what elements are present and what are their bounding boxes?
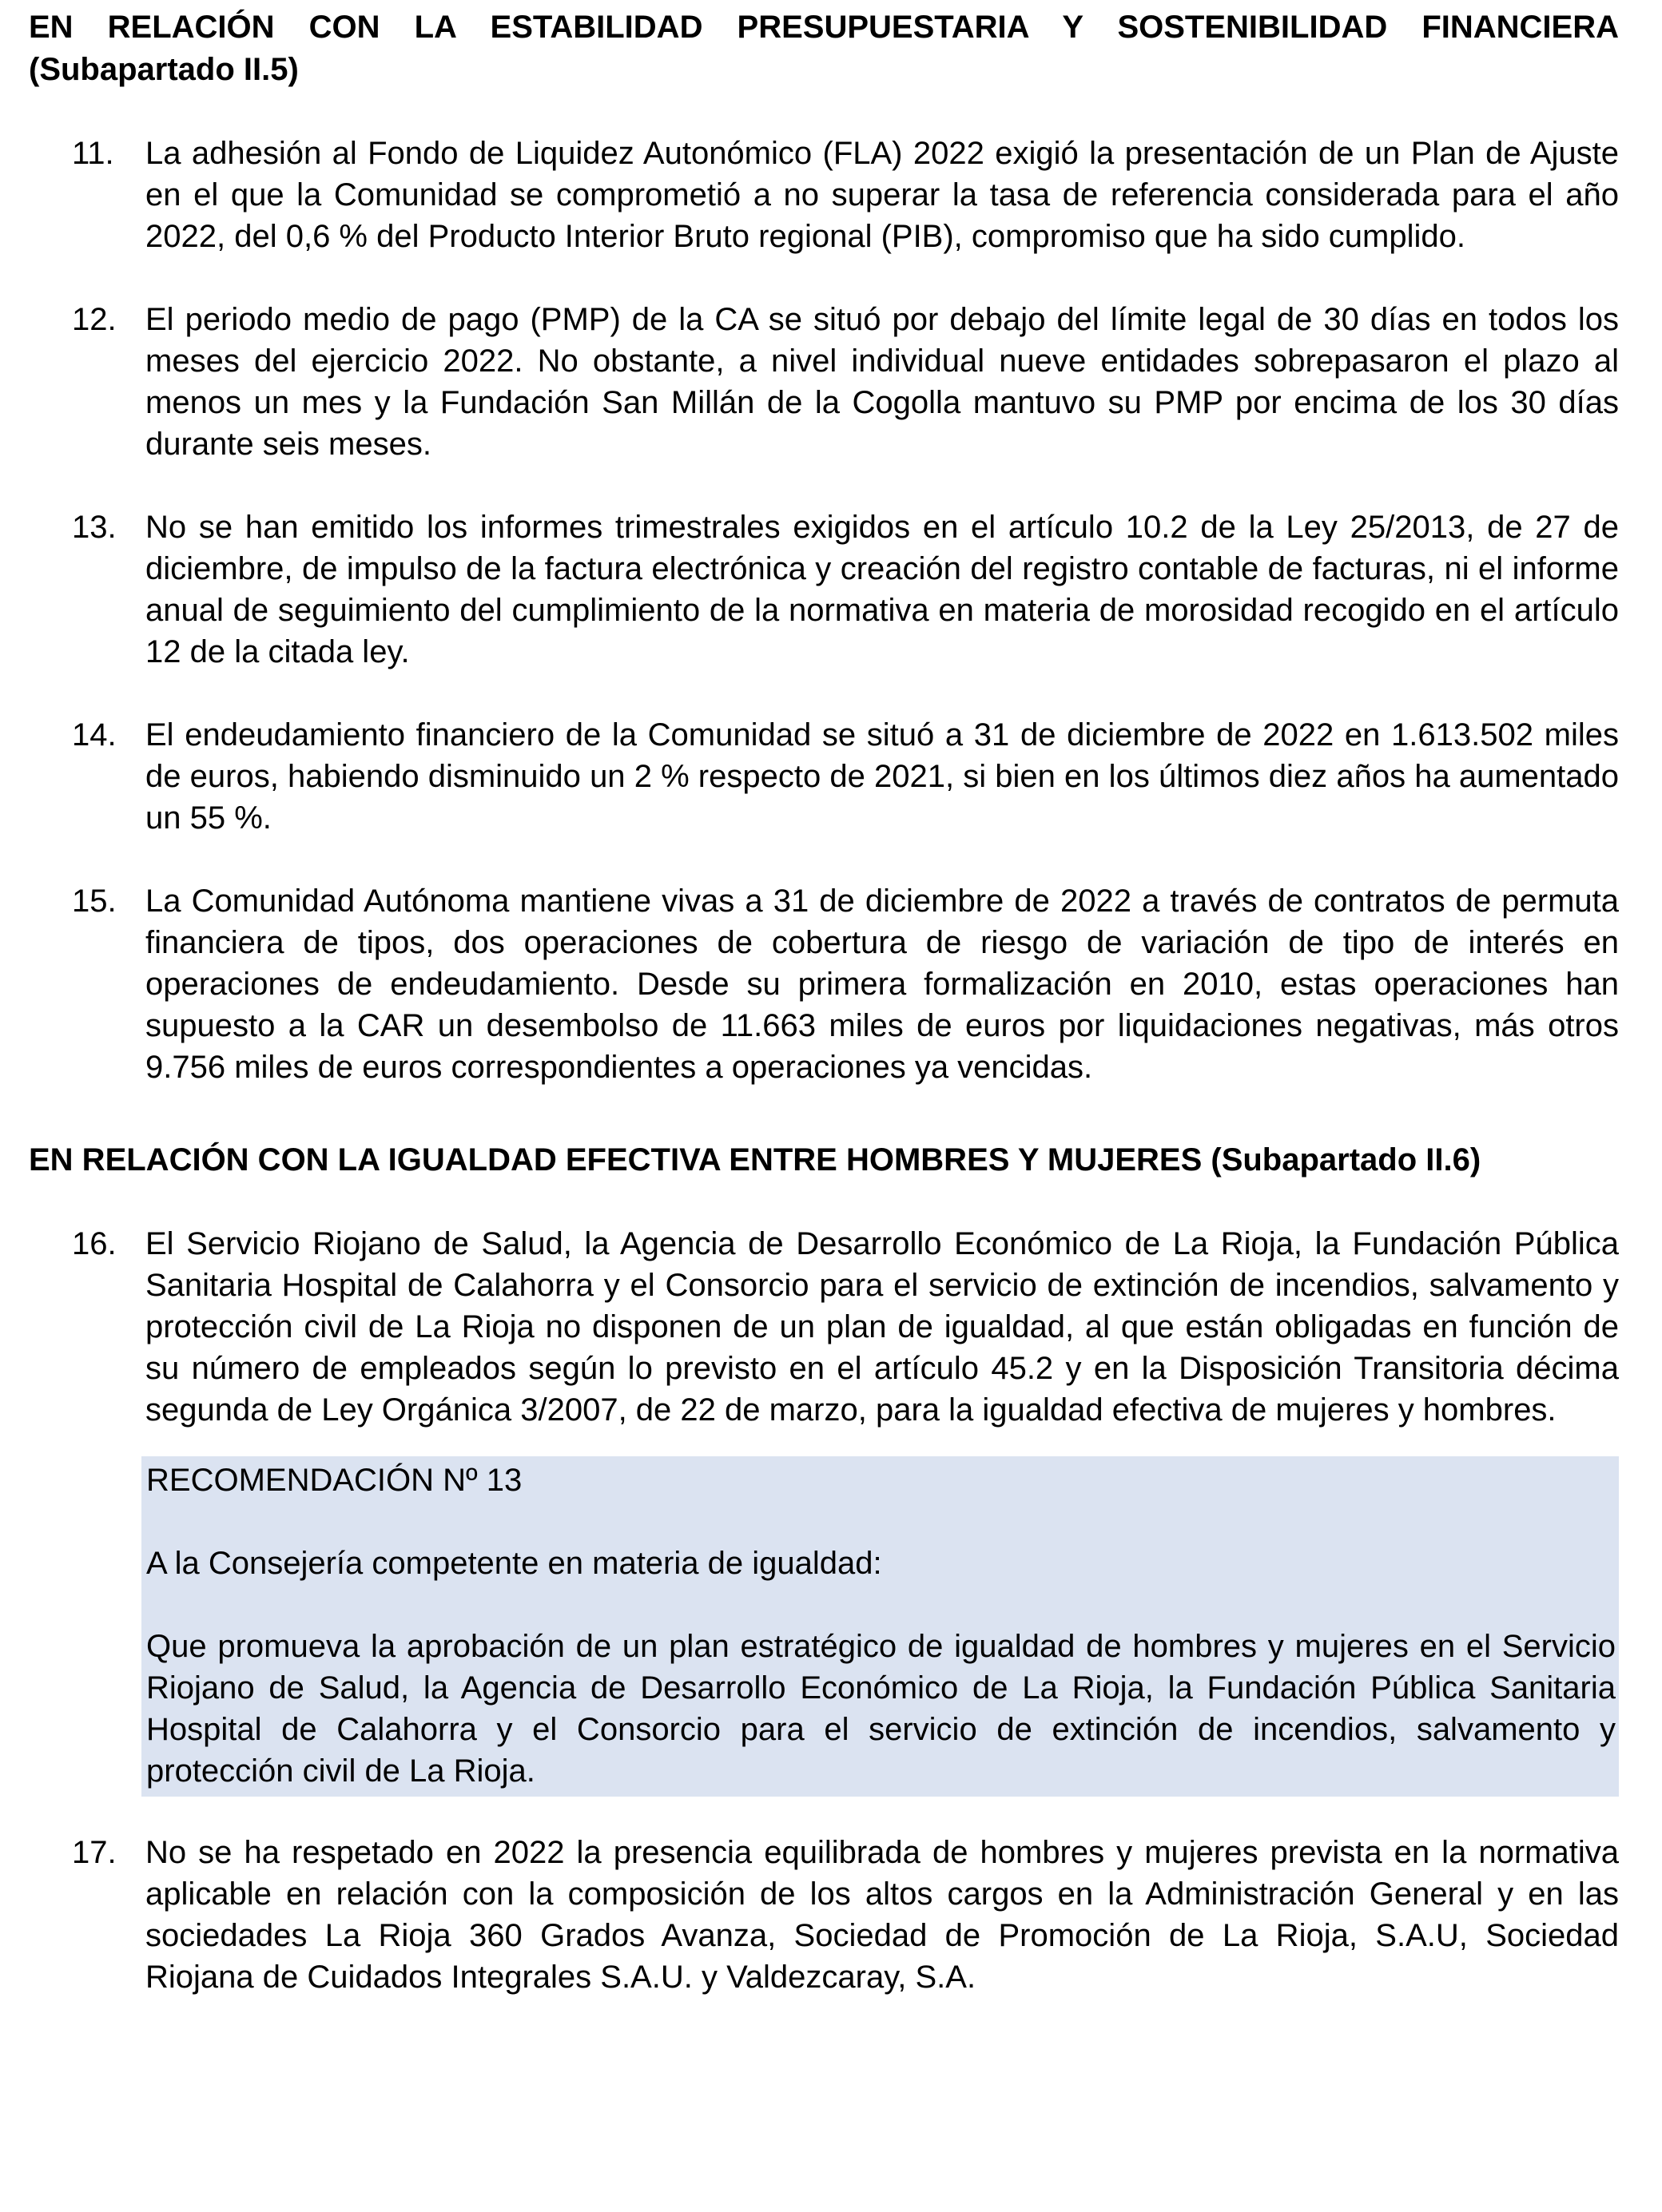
finding-number: 14. (72, 717, 117, 753)
section-heading-stability: EN RELACIÓN CON LA ESTABILIDAD PRESUPUESTARIA Y SOSTENIBILIDAD FINANCIERA (Subapartado II.5) (29, 10, 1619, 87)
finding-number: 16. (72, 1226, 117, 1261)
recommendation-box (141, 1456, 1619, 1797)
finding-item-16 (29, 1223, 1619, 1431)
finding-item-14 (29, 714, 1619, 839)
finding-number: 17. (72, 1835, 117, 1870)
recommendation-body: Que promueva la aprobación de un plan estratégico de igualdad de hombres y mujeres en el Servicio Riojano de Salud, la Agencia de Desarrollo Económico de La Rioja, la Fundación Pública Sanitaria Hospital de Calahorra y el Consorcio para el servicio de extinción de incendios, salvamento y protección civil de La Rioja. (146, 1629, 1616, 1789)
recommendation-title: RECOMENDACIÓN Nº 13 (146, 1463, 523, 1498)
finding-text: La adhesión al Fondo de Liquidez Autonómico (FLA) 2022 exigió la presentación de un Plan de Ajuste en el que la Comunidad se comprometió a no superar la tasa de referencia considerada para el año 2022, del 0,6 % del Producto Interior Bruto regional (PIB), compromiso que ha sido cumplido. (145, 136, 1619, 254)
finding-item-17 (29, 1832, 1619, 1998)
finding-text: La Comunidad Autónoma mantiene vivas a 31 de diciembre de 2022 a través de contratos de permuta financiera de tipos, dos operaciones de cobertura de riesgo de variación de tipo de interés en operaciones de endeudamiento. Desde su primera formalización en 2010, estas operaciones han supuesto a la CAR un desembolso de 11.663 miles de euros por liquidaciones negativas, más otros 9.756 miles de euros correspondientes a operaciones ya vencidas. (145, 884, 1619, 1085)
document-page (29, 6, 1619, 1998)
finding-item-13 (29, 506, 1619, 673)
finding-number: 15. (72, 884, 117, 919)
finding-item-12 (29, 299, 1619, 465)
finding-text: El Servicio Riojano de Salud, la Agencia de Desarrollo Económico de La Rioja, la Fundación Pública Sanitaria Hospital de Calahorra y el Consorcio para el servicio de extinción de incendios, salvamento y protección civil de La Rioja no disponen de un plan de igualdad, al que están obligadas en función de su número de empleados según lo previsto en el artículo 45.2 y en la Disposición Transitoria décima segunda de Ley Orgánica 3/2007, de 22 de marzo, para la igualdad efectiva de mujeres y hombres. (145, 1226, 1619, 1428)
finding-number: 13. (72, 510, 117, 545)
findings-list-equality (29, 1223, 1619, 1998)
finding-item-15 (29, 880, 1619, 1088)
finding-text: No se ha respetado en 2022 la presencia equilibrada de hombres y mujeres prevista en la normativa aplicable en relación con la composición de los altos cargos en la Administración General y en las sociedades La Rioja 360 Grados Avanza, Sociedad de Promoción de La Rioja, S.A.U, Sociedad Riojana de Cuidados Integrales S.A.U. y Valdezcaray, S.A. (145, 1835, 1619, 1995)
finding-text: El periodo medio de pago (PMP) de la CA se situó por debajo del límite legal de 30 días en todos los meses del ejercicio 2022. No obstante, a nivel individual nueve entidades sobrepasaron el plazo al menos un mes y la Fundación San Millán de la Cogolla mantuvo su PMP por encima de los 30 días durante seis meses. (145, 302, 1619, 462)
finding-number: 11. (72, 136, 114, 171)
finding-number: 12. (72, 302, 117, 337)
recommendation-addressee: A la Consejería competente en materia de igualdad: (146, 1546, 882, 1581)
finding-item-11 (29, 133, 1619, 257)
section-heading-equality: EN RELACIÓN CON LA IGUALDAD EFECTIVA ENTRE HOMBRES Y MUJERES (Subapartado II.6) (29, 1142, 1481, 1177)
findings-list-stability (29, 133, 1619, 1088)
finding-text: El endeudamiento financiero de la Comunidad se situó a 31 de diciembre de 2022 en 1.613.502 miles de euros, habiendo disminuido un 2 % respecto de 2021, si bien en los últimos diez años ha aumentado un 55 %. (145, 717, 1619, 836)
finding-text: No se han emitido los informes trimestrales exigidos en el artículo 10.2 de la Ley 25/2013, de 27 de diciembre, de impulso de la factura electrónica y creación del registro contable de facturas, ni el informe anual de seguimiento del cumplimiento de la normativa en materia de morosidad recogido en el artículo 12 de la citada ley. (145, 510, 1619, 669)
